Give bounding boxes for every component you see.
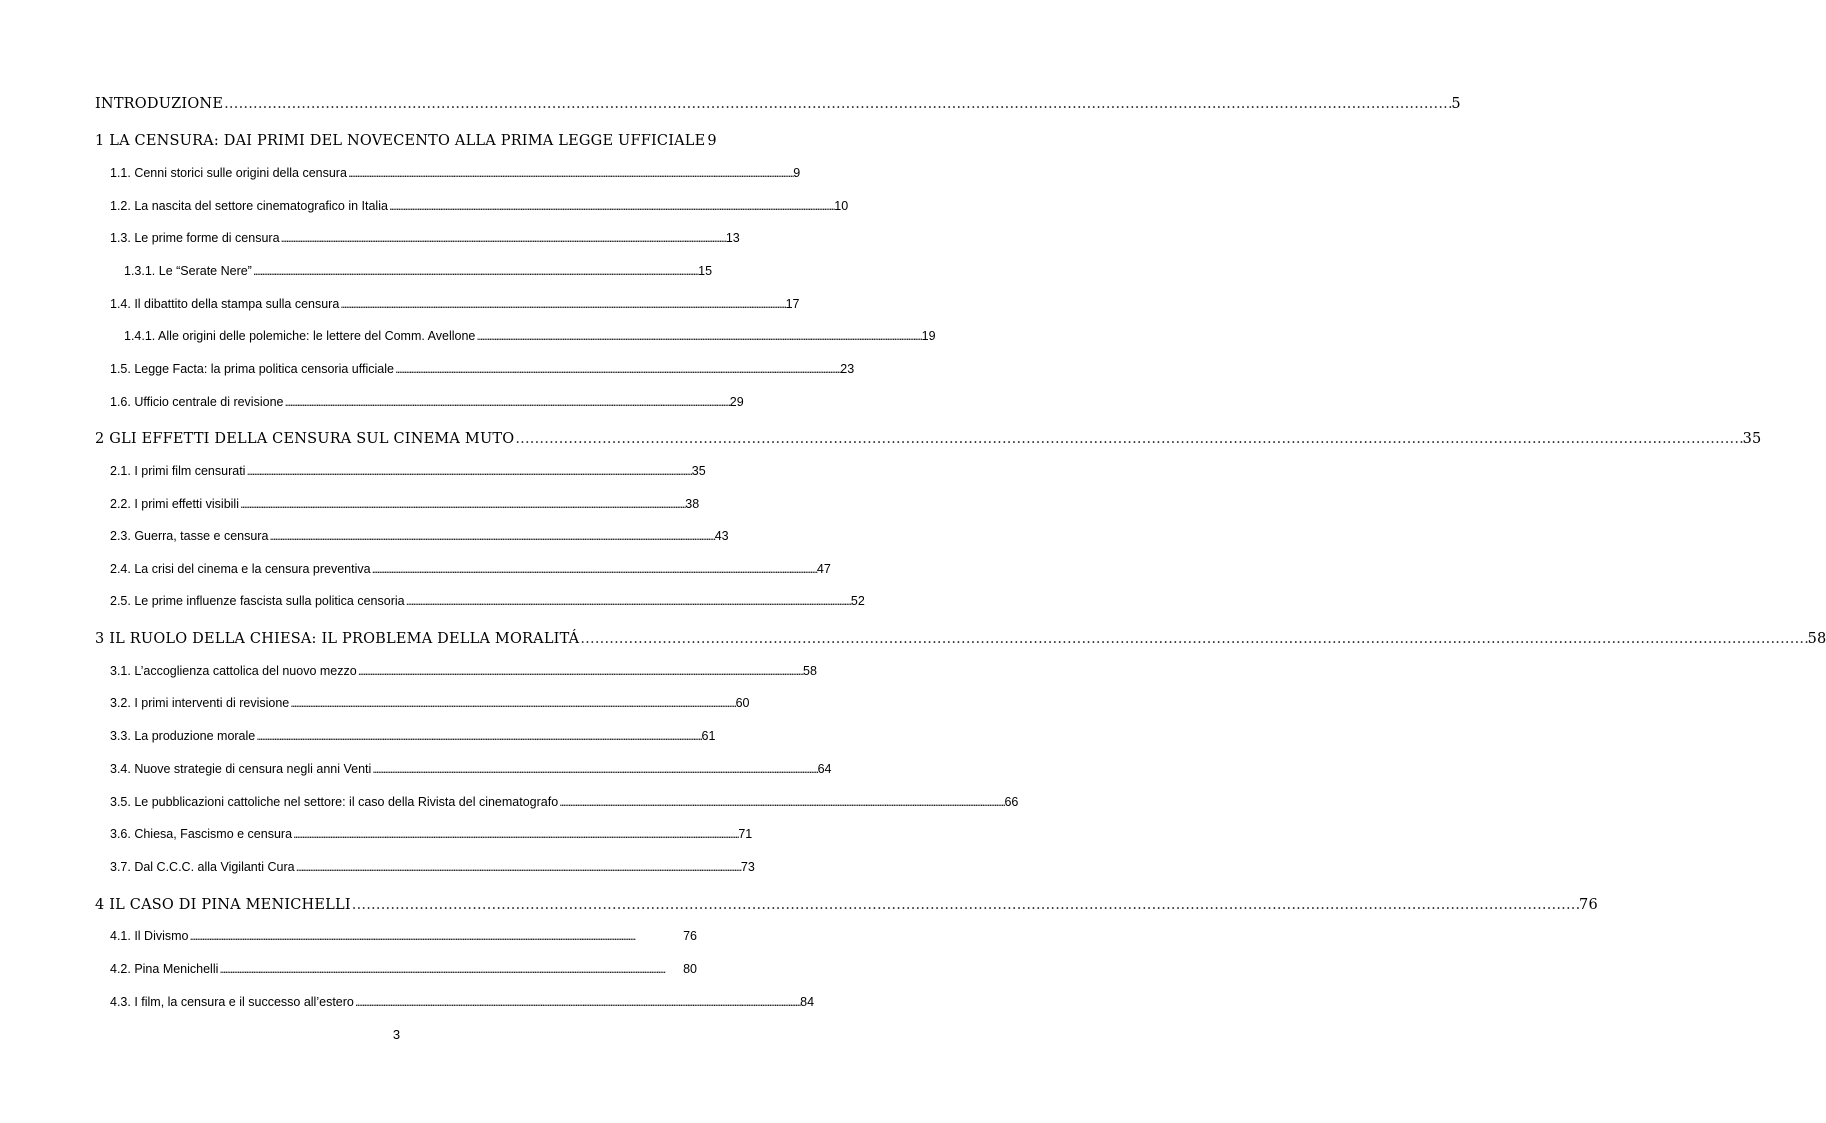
- toc-section-2-4[interactable]: [110, 562, 831, 576]
- toc-entry-title: 4.2. Pina Menichelli: [110, 962, 219, 976]
- toc-entry-page: 71: [738, 827, 753, 841]
- toc-section-3-2[interactable]: [110, 696, 750, 710]
- toc-entry-title: 1.2. La nascita del settore cinematografico in Italia: [110, 199, 388, 213]
- toc-entry-title: 1 LA CENSURA: DAI PRIMI DEL NOVECENTO ALLA PRIMA LEGGE UFFICIALE: [95, 133, 706, 149]
- toc-entry-page: 84: [800, 995, 815, 1009]
- toc-entry-title: 4 IL CASO DI PINA MENICHELLI: [95, 897, 351, 913]
- toc-entry-title: 1.1. Cenni storici sulle origini della censura: [110, 166, 347, 180]
- toc-section-2-2[interactable]: [110, 497, 700, 511]
- toc-entry-page: 29: [729, 395, 744, 409]
- toc-section-1-1[interactable]: [110, 166, 801, 180]
- toc-subsection-1-4-1[interactable]: [124, 329, 936, 343]
- toc-entry-title: 3.4. Nuove strategie di censura negli anni Venti: [110, 762, 372, 776]
- dot-leader: [240, 497, 684, 511]
- toc-entry-page: 19: [921, 329, 936, 343]
- toc-entry-page: 9: [707, 133, 717, 149]
- toc-section-4-1[interactable]: [110, 929, 697, 943]
- dot-leader: [355, 995, 799, 1009]
- toc-entry-title: 2 GLI EFFETTI DELLA CENSURA SUL CINEMA MUTO: [95, 431, 515, 447]
- dot-leader: [348, 166, 792, 180]
- toc-section-1-6[interactable]: [110, 395, 744, 409]
- toc-entry-page: 5: [1451, 96, 1461, 112]
- toc-section-3-1[interactable]: [110, 664, 817, 678]
- toc-entry-page: 60: [735, 696, 750, 710]
- dot-leader: [284, 395, 728, 409]
- dot-leader: [256, 729, 700, 743]
- toc-entry-page: 17: [785, 297, 800, 311]
- toc-entry-page: 58: [803, 664, 817, 678]
- dot-leader: [290, 696, 734, 710]
- toc-entry-page: 9: [793, 166, 801, 180]
- toc-section-4-3[interactable]: [110, 995, 815, 1009]
- toc-section-2-5[interactable]: [110, 594, 865, 608]
- toc-entry-page: 23: [840, 362, 855, 376]
- toc-section-3-7[interactable]: [110, 860, 755, 874]
- toc-entry-title: 1.6. Ufficio centrale di revisione: [110, 395, 284, 409]
- toc-entry-page: 76: [683, 929, 697, 943]
- dot-leader: [219, 962, 682, 976]
- toc-entry-page: 80: [683, 962, 697, 976]
- dot-leader: [395, 362, 839, 376]
- dot-leader: [269, 529, 713, 543]
- toc-section-1-2[interactable]: [110, 199, 849, 213]
- toc-entry-title: 2.3. Guerra, tasse e censura: [110, 529, 269, 543]
- toc-entry-title: INTRODUZIONE: [95, 96, 224, 112]
- dot-leader: [293, 827, 737, 841]
- dot-leader: [224, 96, 1450, 112]
- toc-entry-title: 2.1. I primi film censurati: [110, 464, 246, 478]
- dot-leader: [372, 762, 816, 776]
- toc-entry-title: 4.3. I film, la censura e il successo all’estero: [110, 995, 354, 1009]
- toc-entry-page: 35: [691, 464, 706, 478]
- toc-subsection-1-3-1[interactable]: [124, 264, 713, 278]
- toc-entry-page: 73: [740, 860, 755, 874]
- toc-entry-page: 35: [1742, 431, 1762, 447]
- dot-leader: [406, 594, 850, 608]
- toc-entry-title: 2.4. La crisi del cinema e la censura preventiva: [110, 562, 371, 576]
- toc-entry-page: 66: [1004, 795, 1019, 809]
- toc-entry-page: 43: [714, 529, 729, 543]
- toc-section-2-3[interactable]: [110, 529, 729, 543]
- dot-leader: [476, 329, 920, 343]
- toc-section-1-3[interactable]: [110, 231, 740, 245]
- toc-entry-title: 3.2. I primi interventi di revisione: [110, 696, 290, 710]
- toc-section-3-6[interactable]: [110, 827, 753, 841]
- dot-leader: [372, 562, 816, 576]
- toc-entry-title: 4.1. Il Divismo: [110, 929, 189, 943]
- dot-leader: [281, 231, 725, 245]
- toc-entry-page: 76: [1579, 897, 1598, 913]
- toc-section-3-5[interactable]: [110, 795, 1019, 809]
- toc-entry-title: 2.5. Le prime influenze fascista sulla politica censoria: [110, 594, 405, 608]
- dot-leader: [246, 464, 690, 478]
- toc-entry-page: 13: [725, 231, 740, 245]
- toc-entry-page: 38: [685, 497, 700, 511]
- toc-section-3-4[interactable]: [110, 762, 832, 776]
- dot-leader: [389, 199, 833, 213]
- toc-entry-title: 1.5. Legge Facta: la prima politica censoria ufficiale: [110, 362, 394, 376]
- toc-entry-title: 3.5. Le pubblicazioni cattoliche nel settore: il caso della Rivista del cinematografo: [110, 795, 559, 809]
- toc-entry-page: 52: [850, 594, 865, 608]
- toc-chapter-2[interactable]: [95, 431, 1762, 447]
- toc-entry-page: 61: [701, 729, 716, 743]
- toc-entry-title: 3.1. L’accoglienza cattolica del nuovo mezzo: [110, 664, 357, 678]
- toc-section-3-3[interactable]: [110, 729, 716, 743]
- dot-leader: [253, 264, 697, 278]
- toc-section-2-1[interactable]: [110, 464, 706, 478]
- dot-leader: [352, 897, 1578, 913]
- toc-section-1-5[interactable]: [110, 362, 855, 376]
- page-number: 3: [392, 1027, 401, 1042]
- dot-leader: [340, 297, 784, 311]
- toc-entry-title: 1.4.1. Alle origini delle polemiche: le lettere del Comm. Avellone: [124, 329, 476, 343]
- dot-leader: [190, 929, 683, 943]
- toc-chapter-introduzione[interactable]: [95, 96, 1461, 112]
- dot-leader: [559, 795, 1003, 809]
- toc-entry-title: 1.3. Le prime forme di censura: [110, 231, 280, 245]
- toc-entry-title: 3 IL RUOLO DELLA CHIESA: IL PROBLEMA DELLA MORALITÁ: [95, 631, 580, 647]
- toc-entry-page: 58: [1807, 631, 1826, 647]
- toc-entry-page: 64: [817, 762, 832, 776]
- toc-entry-title: 2.2. I primi effetti visibili: [110, 497, 239, 511]
- toc-section-1-4[interactable]: [110, 297, 800, 311]
- toc-entry-page: 10: [834, 199, 849, 213]
- toc-section-4-2[interactable]: [110, 962, 697, 976]
- dot-leader: [515, 431, 1741, 447]
- dot-leader: [580, 631, 1806, 647]
- toc-entry-page: 15: [698, 264, 713, 278]
- toc-entry-title: 3.3. La produzione morale: [110, 729, 256, 743]
- toc-chapter-3[interactable]: [95, 631, 1826, 647]
- dot-leader: [358, 664, 802, 678]
- toc-chapter-1[interactable]: [95, 133, 717, 149]
- toc-chapter-4[interactable]: [95, 897, 1598, 913]
- toc-entry-title: 3.7. Dal C.C.C. alla Vigilanti Cura: [110, 860, 295, 874]
- dot-leader: [296, 860, 740, 874]
- toc-entry-title: 1.4. Il dibattito della stampa sulla censura: [110, 297, 340, 311]
- toc-entry-title: 1.3.1. Le “Serate Nere”: [124, 264, 252, 278]
- toc-entry-title: 3.6. Chiesa, Fascismo e censura: [110, 827, 293, 841]
- toc-entry-page: 47: [816, 562, 831, 576]
